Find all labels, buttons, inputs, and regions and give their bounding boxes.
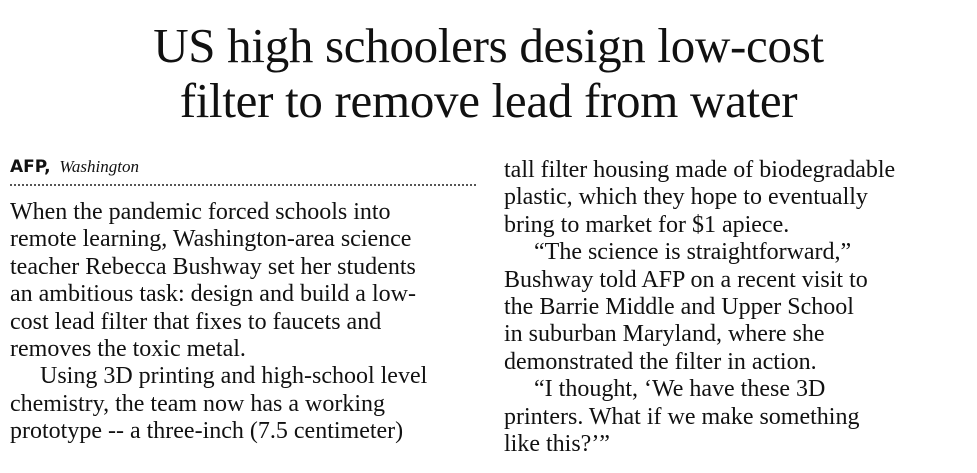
- body-line: bring to market for $1 apiece.: [504, 211, 790, 238]
- headline-line-1: US high schoolers design low-cost: [153, 18, 824, 73]
- body-line: demonstrated the filter in action.: [504, 348, 817, 375]
- byline: [10, 154, 488, 182]
- body-line: tall filter housing made of biodegradable: [504, 157, 896, 183]
- body-line: prototype -- a three-inch (7.5 centimeter): [10, 418, 404, 445]
- byline-location: Washington: [59, 157, 139, 176]
- right-column: [504, 157, 970, 458]
- body-line-paragraph-start: “I thought, ‘We have these 3D: [534, 376, 826, 403]
- body-line-paragraph-start: Using 3D printing and high-school level: [40, 363, 428, 390]
- body-line-paragraph-start: “The science is straightforward,”: [534, 239, 852, 266]
- byline-agency: AFP,: [10, 157, 51, 177]
- body-line: removes the toxic metal.: [10, 336, 246, 363]
- body-line: remote learning, Washington-area science: [10, 226, 412, 253]
- byline-divider: [10, 184, 476, 186]
- body-line: chemistry, the team now has a working: [10, 390, 386, 417]
- body-line: teacher Rebecca Bushway set her students: [10, 253, 416, 280]
- body-line: Bushway told AFP on a recent visit to: [504, 266, 868, 293]
- body-line: the Barrie Middle and Upper School: [504, 294, 854, 321]
- body-line: in suburban Maryland, where she: [504, 321, 825, 348]
- body-line: an ambitious task: design and build a low-: [10, 281, 416, 308]
- headline-line-2: filter to remove lead from water: [179, 73, 798, 128]
- body-line: like this?’”: [504, 431, 610, 458]
- body-line: When the pandemic forced schools into: [10, 199, 391, 225]
- article-headline: [0, 18, 977, 128]
- body-line: printers. What if we make something: [504, 403, 860, 430]
- body-line: plastic, which they hope to eventually: [504, 184, 868, 211]
- left-column: [10, 154, 488, 446]
- body-line: cost lead filter that fixes to faucets and: [10, 308, 382, 335]
